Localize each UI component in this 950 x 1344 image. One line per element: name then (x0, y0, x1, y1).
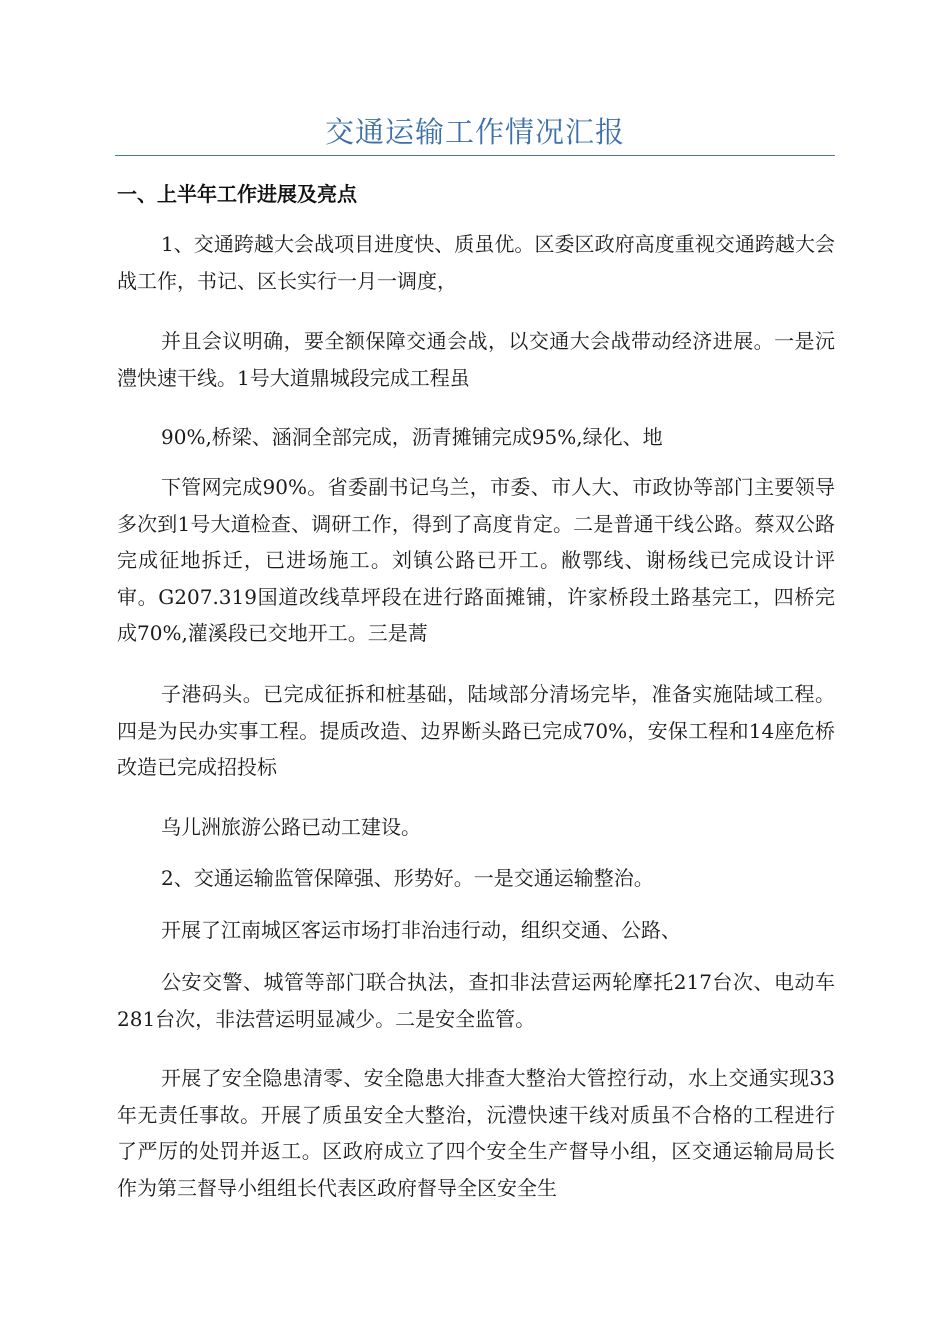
paragraph: 并且会议明确，要全额保障交通会战，以交通大会战带动经济进展。一是沅澧快速干线。1号大道鼎城段完成工程虽 (117, 329, 835, 390)
paragraph: 开展了江南城区客运市场打非治违行动，组织交通、公路、 (161, 918, 681, 942)
paragraph: 1、交通跨越大会战项目进度快、质虽优。区委区政府高度重视交通跨越大会战工作，书记、区长实行一月一调度， (117, 232, 835, 293)
paragraph: 下管网完成90%。省委副书记乌兰，市委、市人大、市政协等部门主要领导多次到1号大道检查、调研工作，得到了高度肯定。二是普通干线公路。蔡双公路完成征地拆迁，已进场施工。刘镇公路已开工。敝鄂线、谢杨线已完成设计评审。G207.319国道改线草坪段在进行路面摊铺，许家桥段土路基完工，四桥完成70%,灌溪段已交地开工。三是蒿 (117, 475, 835, 645)
paragraph: 2、交通运输监管保障强、形势好。一是交通运输整治。 (161, 866, 654, 890)
title-divider (115, 155, 835, 156)
section-heading: 一、上半年工作进展及亮点 (117, 182, 357, 206)
document-title: 交通运输工作情况汇报 (324, 115, 625, 149)
paragraph: 90%,桥梁、涵洞全部完成，沥青摊铺完成95%,绿化、地 (161, 425, 663, 449)
paragraph: 乌儿洲旅游公路已动工建设。 (161, 815, 421, 839)
paragraph: 子港码头。已完成征拆和桩基础，陆域部分清场完毕，准备实施陆域工程。四是为民办实事工程。提质改造、边界断头路已完成70%，安保工程和14座危桥改造已完成招投标 (117, 682, 835, 779)
paragraph: 开展了安全隐患清零、安全隐患大排查大整治大管控行动，水上交通实现33年无责任事故。开展了质虽安全大整治，沅澧快速干线对质虽不合格的工程进行了严厉的处罚并返工。区政府成立了四个安全生产督导小组，区交通运输局局长作为第三督导小组组长代表区政府督导全区安全生 (117, 1066, 835, 1200)
paragraph: 公安交警、城管等部门联合执法，查扣非法营运两轮摩托217台次、电动车281台次，非法营运明显减少。二是安全监管。 (117, 970, 835, 1031)
